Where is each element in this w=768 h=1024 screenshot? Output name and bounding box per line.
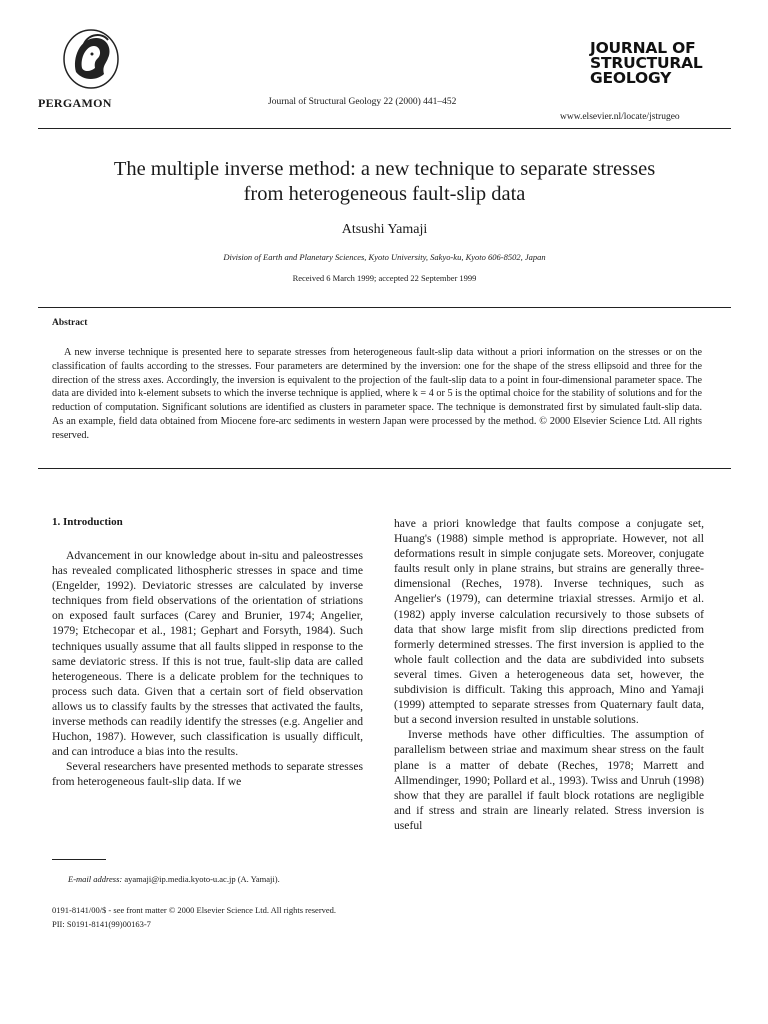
abstract-bottom-rule (38, 468, 731, 469)
author-name: Atsushi Yamaji (341, 222, 428, 237)
paragraph: have a priori knowledge that faults compose a conjugate set, Huang's (1988) simple method is appropriate. However, not all deformations result in simple conjugate sets. Moreover, conjugate faults result only in plane strains, but strains are generally three-dimensional (Reches, 1978). Inverse techniques, such as Angelier's (1979), can determine triaxial stresses. Armijo et al. (1982) apply inverse calculation recursively to those subsets of data that show large misfit from slip directions predicted from formerly determined stresses. The first inversion is applied to the whole fault collection and the data are subdivided into subsets several times. Given a heterogeneous data set, however, the subdivision is difficult. Taking this approach, Mino and Yamaji (1999) attempted to separate stresses from Quaternary fault data, but a second inversion resulted in unstable solutions. (394, 517, 704, 727)
copyright-line: 0191-8141/00/$ - see front matter © 2000 Elsevier Science Ltd. All rights reserved. (52, 905, 337, 915)
article-title (38, 157, 731, 207)
journal-wordmark-line: GEOLOGY (590, 69, 672, 87)
received-dates: Received 6 March 1999; accepted 22 September 1999 (292, 273, 477, 283)
abstract-top-rule (38, 307, 731, 308)
author-affiliation: Division of Earth and Planetary Sciences, Kyoto University, Sakyo-ku, Kyoto 606-8502, Japan (223, 252, 546, 262)
header-rule (38, 128, 731, 129)
section-heading: 1. Introduction (52, 516, 123, 528)
abstract-heading: Abstract (52, 318, 88, 328)
footnote-email[interactable]: ayamaji@ip.media.kyoto-u.ac.jp (A. Yamaji). (124, 874, 280, 884)
paragraph: Several researchers have presented methods to separate stresses from heterogeneous fault-slip data. If we (52, 760, 363, 789)
pii-line: PII: S0191-8141(99)00163-7 (52, 919, 151, 929)
legal-notice (52, 903, 336, 931)
footnote (68, 874, 280, 884)
publisher-name: PERGAMON (38, 96, 112, 110)
journal-wordmark-line: STRUCTURAL (590, 54, 703, 72)
journal-wordmark (590, 41, 703, 86)
publisher-logo (62, 28, 120, 90)
footnote-rule (52, 859, 106, 860)
abstract-text: A new inverse technique is presented here to separate stresses from heterogeneous fault-slip data without a priori information on the stresses or on the classification of faults according to the stresses. Four parameters are determined by the inversion: one for the shape of the stress ellipsoid and three for the direction of the stress axes. Accordingly, the inversion is equivalent to the projection of the fault-slip data to a point in four-dimensional parameter space. The data are divided into k-element subsets to which the inverse technique is applied, where k = 4 or 5 is the optimal choice for the stability of solutions and for the reduction of computation. Significant solutions are identified as clusters in parameter space. The technique is demonstrated first by simulated fault-slip data. As an example, field data obtained from Miocene fore-arc sediments in western Japan were processed by the method. © 2000 Elsevier Science Ltd. All rights reserved. (52, 347, 702, 441)
left-column (52, 548, 363, 790)
footnote-label: E-mail address: (68, 874, 123, 884)
journal-citation: Journal of Structural Geology 22 (2000) 441–452 (268, 97, 457, 107)
paragraph: Advancement in our knowledge about in-situ and paleostresses has revealed complicated lithospheric stresses in space and time (Engelder, 1992). Deviatoric stresses are calculated by inverse techniques from field observations of the orientation of striations on exposed fault surfaces (Carey and Brunier, 1974; Angelier, 1979; Etchecopar et al., 1981; Gephart and Forsyth, 1984). Such techniques usually assume that all faults slipped in response to the same deviatoric stress. If this is not true, fault-slip data are called heterogeneous. There is a delicate problem for the techniques to process such data. Given that a certain sort of field observation allows us to classify faults by the stresses that activated the faults, inverse methods can readily identify the stresses (e.g. Angelier and Huchon, 1987). However, such classification is usually difficult, and can introduce a bias into the results. (52, 549, 363, 759)
athena-head-icon (62, 28, 120, 90)
title-line: from heterogeneous fault-slip data (243, 183, 526, 205)
title-line: The multiple inverse method: a new technique to separate stresses (113, 158, 656, 180)
paragraph: Inverse methods have other difficulties. The assumption of parallelism between striae and maximum shear stress on the fault plane is a matter of debate (Reches, 1978; Marrett and Allmendinger, 1990; Pollard et al., 1993). Twiss and Unruh (1998) show that they are parallel if fault block rotations are negligible and if stress and strain are linearly related. Stress inversion is useful (394, 728, 704, 832)
journal-wordmark-line: JOURNAL OF (590, 39, 696, 57)
journal-url[interactable]: www.elsevier.nl/locate/jstrugeo (560, 112, 680, 122)
right-column (394, 516, 704, 833)
